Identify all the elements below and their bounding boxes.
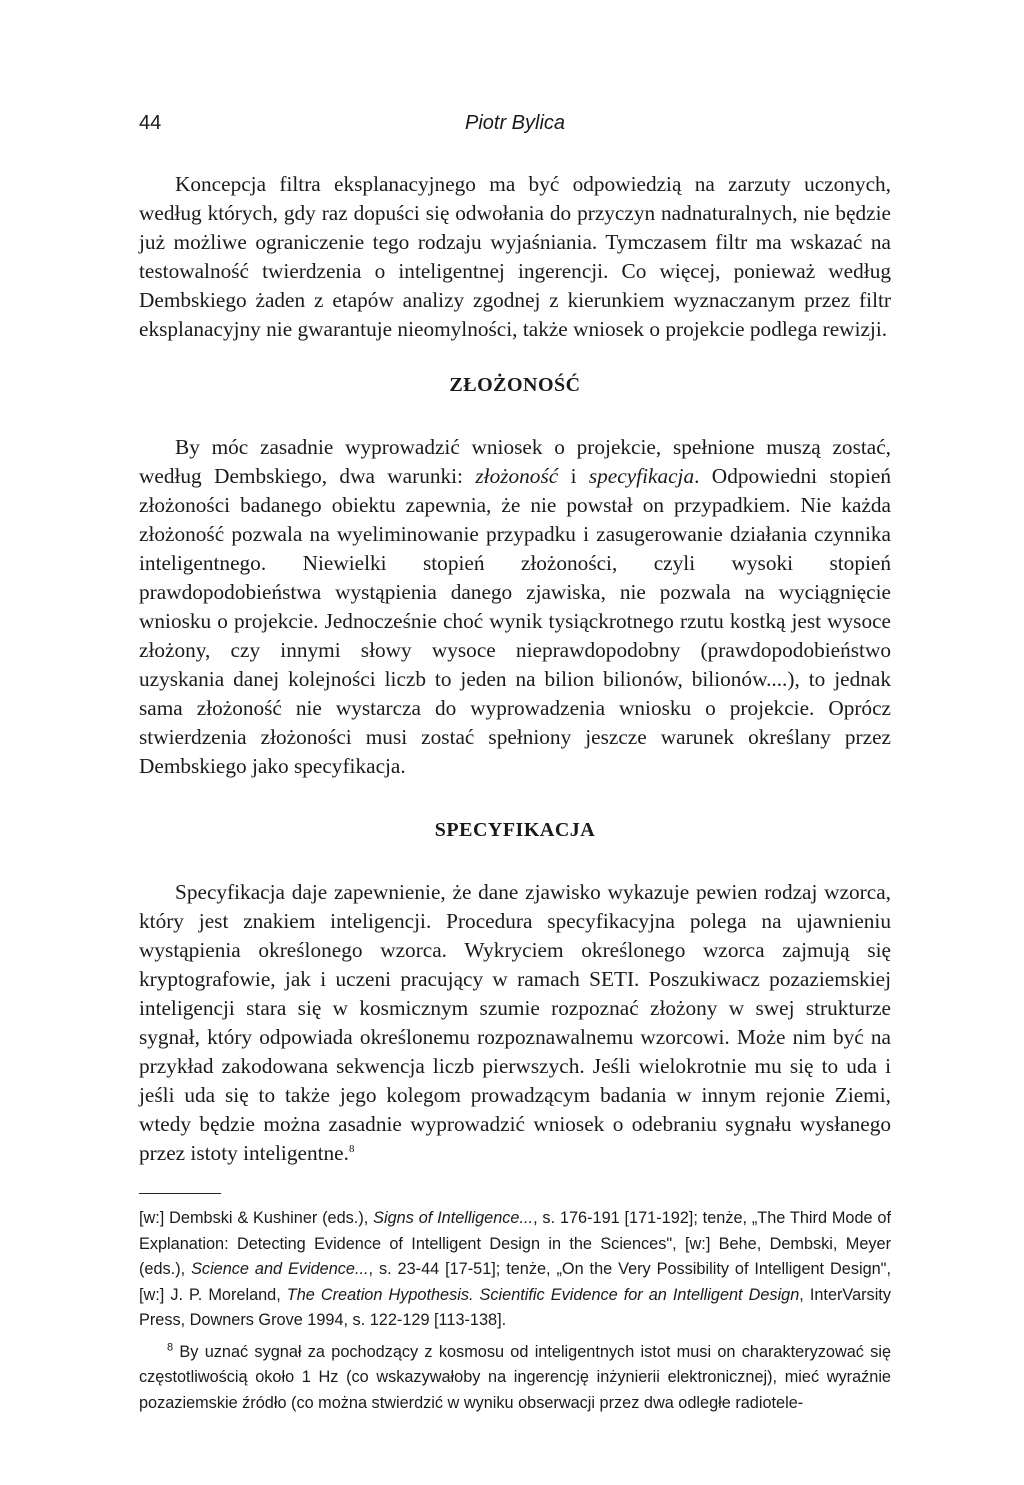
footnote-continuation (139, 1206, 891, 1334)
footnote-cont-title-b: Science and Evidence... (191, 1260, 369, 1278)
page-number: 44 (139, 112, 162, 134)
term-specification: specyfikacja (588, 464, 695, 488)
footnote-cont-text-a: [w:] Dembski & Kushiner (eds.), (139, 1209, 374, 1227)
footnote-cont-title-c: The Creation Hypothesis. Scientific Evidence for an Intelligent Design (286, 1285, 800, 1304)
complexity-text-end: . Odpowiedni stopień złożoności badanego obiektu zapewnia, że nie powstał on przypadkiem. Nie każda złożoność pozwala na wyeliminowanie przypadku i zasugerowanie działania czynnika inteligentnego. Niewielki stopień złożoności, czyli wysoki stopień prawdopodobieństwa wystąpienia danego zjawiska, nie pozwala na wyciągnięcie wniosku o projekcie. Jednocześnie choć wynik tysiąckrotnego rzutu kostką jest wysoce złożony, czy innymi słowy wysoce nieprawdopodobny (prawdopodobieństwo uzyskania danej kolejności liczb to jeden na bilion bilionów, bilionów....), to jednak sama złożoność nie wystarcza do wyprowadzenia wniosku o projekcie. Oprócz stwierdzenia złożoności musi zostać spełniony jeszcze warunek określany przez Dembskiego jako specyfikacja. (139, 464, 891, 778)
footnote-cont-text-d: , InterVarsity Press, Downers Grove 1994, s. 122-129 [113-138]. (139, 1285, 891, 1329)
footnote-cont-text-b: , s. 176-191 [171-192]; tenże, „The Third Mode of Explanation: Detecting Evidence of Intelligent Design in the Sciences", [w:] Behe, Dembski, Meyer (eds.), (139, 1209, 891, 1278)
footnote-cont-text-c: , s. 23-44 [17-51]; tenże, „On the Very Possibility of Intelligent Design", [w:] J. P. Moreland, (139, 1260, 891, 1304)
running-head-author: Piotr Bylica (464, 112, 566, 134)
section-heading-complexity: ZŁOŻONOŚĆ (449, 374, 581, 396)
specification-text: Specyfikacja daje zapewnienie, że dane zjawisko wykazuje pewien rodzaj wzorca, który jest znakiem inteligencji. Procedura specyfikacyjna polega na ujawnieniu wystąpienia określonego wzorca. Wykryciem określonego wzorca zajmują się kryptografowie, jak i uczeni pracujący w ramach SETI. Poszukiwacz pozaziemskiej inteligencji stara się w kosmicznym szumie rozpoznać złożony w swej strukturze sygnał, który odpowiada określonemu rozpoznawalnemu wzorcowi. Może nim być na przykład zakodowana sekwencja liczb pierwszych. Jeśli wielokrotnie mu się to uda i jeśli uda się to także jego kolegom prowadzącym badania w innym rejonie Ziemi, wtedy będzie można zasadnie wyprowadzić wniosek o odebraniu sygnału wysłanego przez istoty inteligentne. (139, 880, 891, 1165)
conjunction: i (558, 464, 589, 488)
book-page (139, 100, 891, 1416)
footnote-8-number: 8 (167, 1341, 174, 1354)
section-heading-specification: SPECYFIKACJA (434, 819, 596, 841)
complexity-paragraph (139, 433, 891, 781)
complexity-text-start: By móc zasadnie wyprowadzić wniosek o projekcie, spełnione muszą zostać, według Dembskiego, dwa warunki: (139, 435, 891, 488)
footnote-reference-8[interactable]: 8 (348, 1142, 355, 1155)
running-head (139, 100, 891, 140)
footnote-separator (139, 1193, 221, 1194)
footnote-8-text: By uznać sygnał za pochodzący z kosmosu od inteligentnych istot musi on charakteryzować się częstotliwością około 1 Hz (co wskazywałoby na ingerencję inżynierii elektronicznej), mieć wyraźnie pozaziemskie źródło (co można stwierdzić w wyniku obserwacji przez dwa odległe radiotele- (139, 1342, 891, 1412)
specification-paragraph (139, 878, 891, 1168)
footnote-cont-title-a: Signs of Intelligence... (373, 1209, 534, 1227)
term-complexity: złożoność (475, 464, 559, 488)
intro-paragraph: Koncepcja filtra eksplanacyjnego ma być odpowiedzią na zarzuty uczonych, według których, gdy raz dopuści się odwołania do przyczyn nadnaturalnych, nie będzie już możliwe ograniczenie tego rodzaju wyjaśniania. Tymczasem filtr ma wskazać na testowalność twierdzenia o inteligentnej ingerencji. Co więcej, ponieważ według Dembskiego żaden z etapów analizy zgodnej z kierunkiem wyznaczanym przez filtr eksplanacyjny nie gwarantuje nieomylności, także wniosek o projekcie podlega rewizji. (139, 172, 891, 341)
footnote-8 (139, 1340, 891, 1417)
